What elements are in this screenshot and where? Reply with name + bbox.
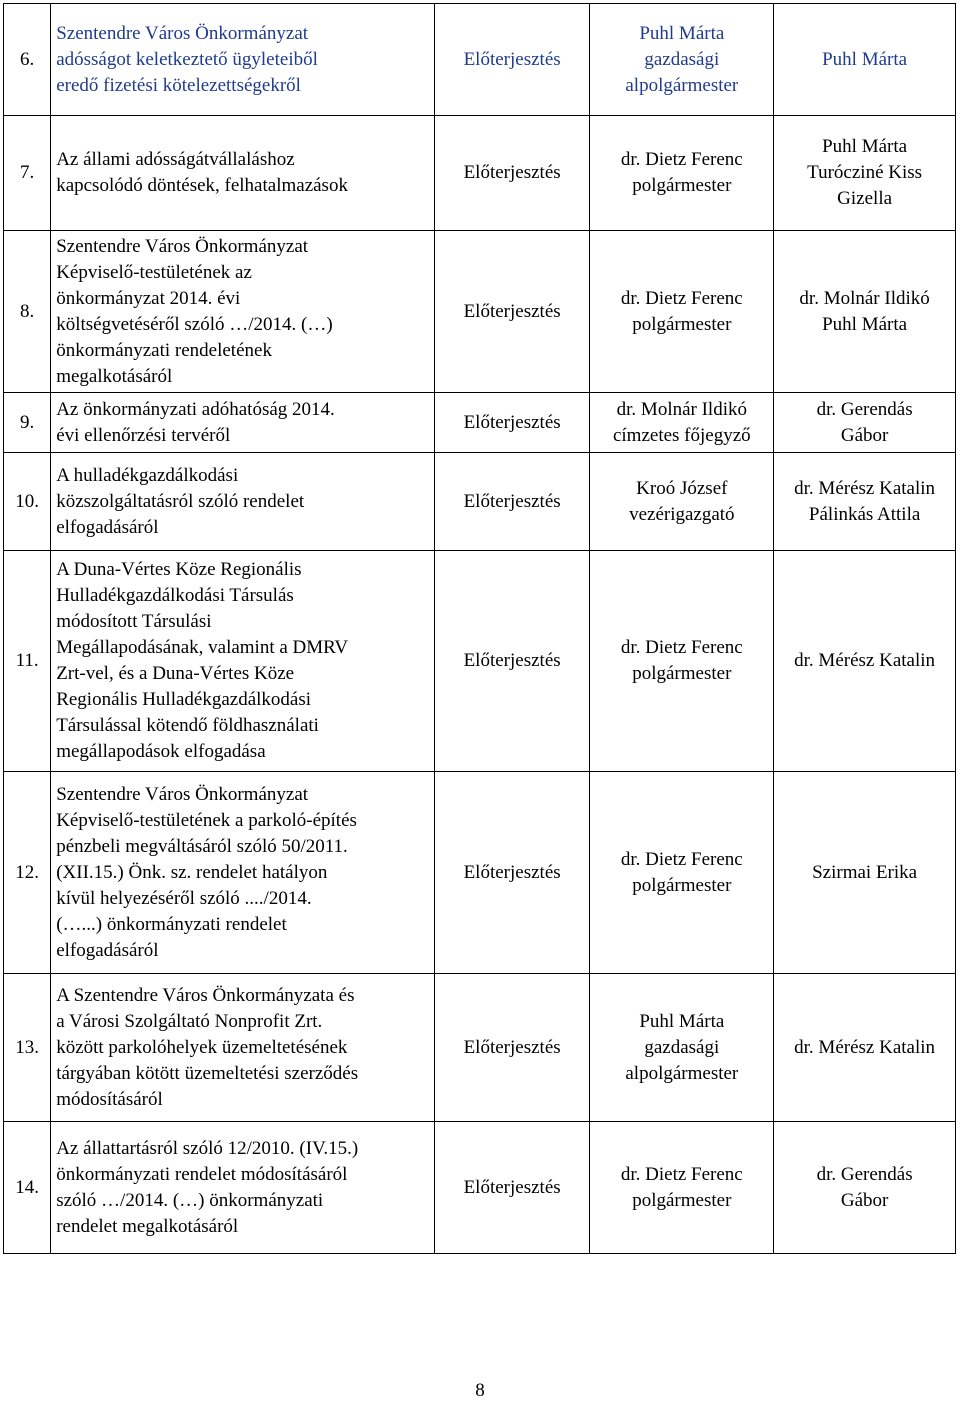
row-number: 8. [4,231,51,393]
table-row [4,116,956,231]
row-title: A hulladékgazdálkodási közszolgáltatásról szóló rendelet elfogadásáról [51,453,435,551]
row-type: Előterjesztés [434,1122,590,1254]
row-title: Szentendre Város Önkormányzat Képviselő-testületének az önkormányzat 2014. évi költségvetéséről szóló …/2014. (…) önkormányzati rendeletének megalkotásáról [51,231,435,393]
table-row [4,453,956,551]
table-row [4,4,956,116]
row-responsible: Szirmai Erika [774,772,956,974]
row-type: Előterjesztés [434,393,590,453]
table-row [4,393,956,453]
row-presenter: dr. Dietz Ferenc polgármester [590,116,774,231]
row-presenter: Kroó József vezérigazgató [590,453,774,551]
row-title: Szentendre Város Önkormányzat Képviselő-testületének a parkoló-építés pénzbeli megváltásáról szóló 50/2011. (XII.15.) Önk. sz. rendelet hatályon kívül helyezéséről szóló ..../2014. (…...) önkormányzati rendelet elfogadásáról [51,772,435,974]
row-responsible: Puhl Márta [774,4,956,116]
row-type: Előterjesztés [434,974,590,1122]
row-title: Az állami adósságátvállaláshoz kapcsolódó döntések, felhatalmazások [51,116,435,231]
row-presenter: dr. Dietz Ferenc polgármester [590,1122,774,1254]
row-responsible: dr. Gerendás Gábor [774,1122,956,1254]
table-row [4,772,956,974]
row-title: Az önkormányzati adóhatóság 2014. évi ellenőrzési tervéről [51,393,435,453]
row-presenter: dr. Dietz Ferenc polgármester [590,231,774,393]
row-presenter: dr. Dietz Ferenc polgármester [590,551,774,772]
row-number: 9. [4,393,51,453]
row-presenter: Puhl Márta gazdasági alpolgármester [590,974,774,1122]
row-title: A Szentendre Város Önkormányzata és a Városi Szolgáltató Nonprofit Zrt. között parkolóhelyek üzemeltetésének tárgyában kötött üzemeltetési szerződés módosításáról [51,974,435,1122]
table-row [4,551,956,772]
table-row [4,974,956,1122]
row-type: Előterjesztés [434,551,590,772]
row-type: Előterjesztés [434,231,590,393]
row-responsible: Puhl Márta Turócziné Kiss Gizella [774,116,956,231]
row-type: Előterjesztés [434,772,590,974]
table-row [4,231,956,393]
row-number: 7. [4,116,51,231]
row-presenter: Puhl Márta gazdasági alpolgármester [590,4,774,116]
row-responsible: dr. Mérész Katalin [774,551,956,772]
row-number: 10. [4,453,51,551]
row-type: Előterjesztés [434,116,590,231]
row-responsible: dr. Mérész Katalin Pálinkás Attila [774,453,956,551]
row-responsible: dr. Mérész Katalin [774,974,956,1122]
row-type: Előterjesztés [434,4,590,116]
row-presenter: dr. Molnár Ildikó címzetes főjegyző [590,393,774,453]
row-number: 12. [4,772,51,974]
row-responsible: dr. Gerendás Gábor [774,393,956,453]
row-title: Szentendre Város Önkormányzat adósságot keletkeztető ügyleteiből eredő fizetési kötelezettségekről [51,4,435,116]
row-title: Az állattartásról szóló 12/2010. (IV.15.) önkormányzati rendelet módosításáról szóló …/2014. (…) önkormányzati rendelet megalkotásáról [51,1122,435,1254]
agenda-table [3,3,956,1254]
row-responsible: dr. Molnár Ildikó Puhl Márta [774,231,956,393]
page-number: 8 [475,1380,485,1401]
row-title: A Duna-Vértes Köze Regionális Hulladékgazdálkodási Társulás módosított Társulási Megállapodásának, valamint a DMRV Zrt-vel, és a Duna-Vértes Köze Regionális Hulladékgazdálkodási Társulással kötendő földhasználati megállapodások elfogadása [51,551,435,772]
row-number: 14. [4,1122,51,1254]
row-number: 13. [4,974,51,1122]
row-type: Előterjesztés [434,453,590,551]
table-row [4,1122,956,1254]
row-number: 6. [4,4,51,116]
row-presenter: dr. Dietz Ferenc polgármester [590,772,774,974]
row-number: 11. [4,551,51,772]
